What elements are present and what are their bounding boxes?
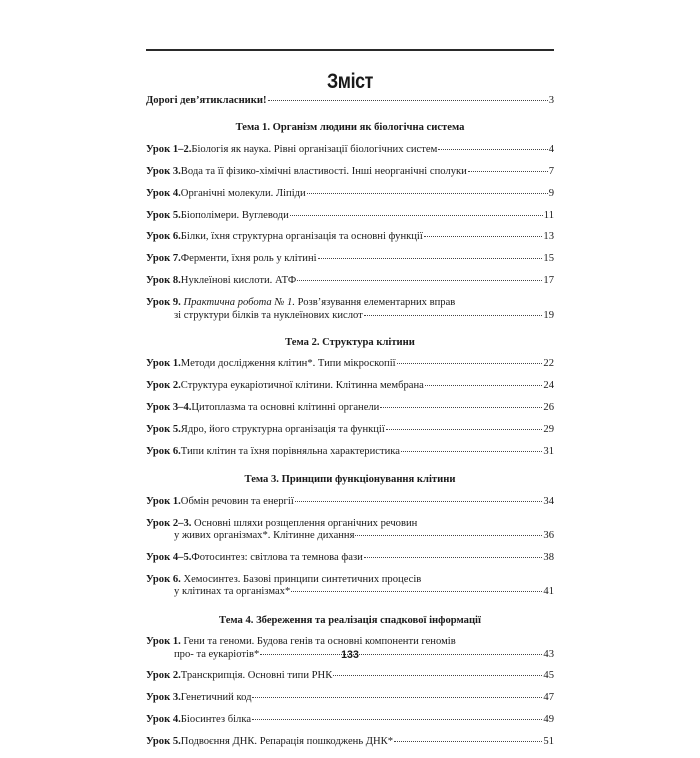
toc-lesson-entry[interactable]: [146, 166, 554, 178]
lesson-title: Цитоплазма та основні клітинні органели: [191, 402, 380, 414]
page-ref: 9: [548, 187, 554, 199]
lesson-label: Урок 2–3.: [146, 517, 192, 529]
lesson-title: Структура еукаріотичної клітини. Клітинна мембрана: [180, 380, 424, 392]
lesson-label: Урок 1.: [146, 636, 181, 648]
lesson-title: Фотосинтез: світлова та темнова фази: [191, 552, 363, 564]
dot-leader: [394, 741, 542, 742]
page-ref: 7: [548, 165, 554, 177]
page-ref: 34: [543, 495, 554, 507]
page-ref: 4: [548, 143, 554, 155]
page-number: 133: [341, 649, 359, 661]
dot-leader: [252, 719, 542, 720]
page-ref: 13: [543, 231, 554, 243]
toc-lesson-entry[interactable]: [146, 188, 554, 200]
lesson-title: Обмін речовин та енергії: [180, 495, 294, 507]
page-ref: 31: [543, 446, 554, 457]
toc-lesson-entry[interactable]: [146, 144, 554, 156]
lesson-title-continued: у клітинах та організмах*: [174, 586, 291, 598]
page-ref: 11: [543, 209, 554, 221]
theme-heading: Тема 3. Принципи функціонування клітини: [244, 474, 456, 486]
toc-lesson-entry[interactable]: [146, 574, 554, 599]
page-ref: 43: [543, 648, 554, 660]
dot-leader: [401, 451, 542, 452]
lesson-title: Вода та її фізико-хімічні властивості. Інші неорганічні сполуки: [180, 165, 467, 177]
page-ref: 22: [543, 358, 554, 370]
theme-heading: Тема 4. Збереження та реалізація спадкової інформації: [219, 614, 481, 626]
lesson-label: Урок 3–4.: [146, 402, 192, 414]
lesson-title-continued: зі структури білків та нуклеїнових кислот: [174, 309, 363, 321]
lesson-title: Біосинтез білка: [180, 714, 252, 726]
lesson-label: Урок 9.: [146, 297, 181, 309]
page-ref: 41: [543, 586, 554, 598]
page-ref: 38: [543, 552, 554, 564]
toc-lesson-entry[interactable]: [146, 446, 554, 458]
toc-lesson-entry[interactable]: [146, 736, 554, 748]
lesson-title-continued: у живих організмах*. Клітинне дихання: [174, 530, 355, 542]
lesson-label: Урок 1.: [146, 495, 181, 507]
toc-lesson-entry[interactable]: [146, 518, 554, 543]
lesson-title: Транскрипція. Основні типи РНК: [180, 670, 333, 682]
toc-lesson-entry[interactable]: [146, 297, 554, 322]
lesson-title: Генетичний код: [180, 692, 252, 704]
lesson-label: Урок 5.: [146, 424, 181, 436]
dot-leader: [318, 258, 543, 259]
lesson-title: Методи дослідження клітин*. Типи мікроскопії: [180, 358, 396, 370]
lesson-label: Урок 1–2.: [146, 143, 192, 155]
lesson-label: Урок 6.: [146, 446, 181, 457]
page-ref: 45: [543, 670, 554, 682]
toc-lesson-entry[interactable]: [146, 714, 554, 726]
lesson-title-continued: про- та еукаріотів*: [174, 648, 260, 660]
lesson-label: Урок 6.: [146, 573, 181, 585]
header-rule: [146, 49, 554, 51]
page-ref: 15: [543, 253, 554, 265]
lesson-title: Гени та геноми. Будова генів та основні компоненти геномів: [183, 636, 456, 648]
lesson-label: Урок 4.: [146, 187, 181, 199]
page-ref: 26: [543, 402, 554, 414]
lesson-label: Урок 3.: [146, 165, 181, 177]
lesson-label: Урок 7.: [146, 253, 181, 265]
toc-lesson-entry[interactable]: [146, 210, 554, 222]
lesson-title: Типи клітин та їхня порівняльна характеристика: [180, 446, 400, 457]
dot-leader: [425, 385, 543, 386]
dot-leader: [290, 215, 543, 216]
dot-leader: [307, 193, 548, 194]
page-ref: 19: [543, 309, 554, 321]
page-ref: 3: [548, 95, 554, 106]
lesson-label: Урок 8.: [146, 275, 181, 287]
toc-intro-row[interactable]: [146, 95, 554, 107]
lesson-label: Урок 4.: [146, 714, 181, 726]
page-ref: 36: [543, 530, 554, 542]
lesson-title: Хемосинтез. Базові принципи синтетичних процесів: [183, 573, 422, 585]
toc-lesson-entry[interactable]: [146, 358, 554, 370]
toc-lesson-entry[interactable]: [146, 231, 554, 243]
lesson-label: Урок 2.: [146, 380, 181, 392]
lesson-title: Білки, їхня структурна організація та основні функції: [180, 231, 423, 243]
toc-lesson-entry[interactable]: [146, 670, 554, 682]
lesson-title: Ферменти, їхня роль у клітині: [180, 253, 317, 265]
dot-leader: [424, 236, 543, 237]
lesson-title: Нуклеїнові кислоти. АТФ: [180, 275, 297, 287]
page-ref: 47: [543, 692, 554, 704]
toc-lesson-entry[interactable]: [146, 496, 554, 508]
lesson-label: Урок 6.: [146, 231, 181, 243]
page-ref: 17: [543, 275, 554, 287]
lesson-label: Урок 1.: [146, 358, 181, 370]
toc-lesson-entry[interactable]: [146, 692, 554, 704]
page-ref: 24: [543, 380, 554, 392]
lesson-title: Органічні молекули. Ліпіди: [180, 187, 306, 199]
dot-leader: [291, 591, 542, 592]
toc-lesson-entry[interactable]: [146, 552, 554, 564]
dot-leader: [438, 149, 547, 150]
theme-heading: Тема 2. Структура клітини: [285, 336, 415, 348]
lesson-title: Біологія як наука. Рівні організації біологічних систем: [191, 143, 438, 155]
dot-leader: [297, 280, 542, 281]
lesson-italic-note: Практична робота № 1.: [183, 297, 295, 309]
lesson-title: Біополімери. Вуглеводи: [180, 209, 289, 221]
dot-leader: [397, 363, 543, 364]
dot-leader: [468, 171, 548, 172]
lesson-title: Ядро, його структурна організація та функції: [180, 424, 385, 436]
toc-lesson-entry[interactable]: [146, 275, 554, 287]
lesson-label: Урок 2.: [146, 670, 181, 682]
lesson-label: Урок 5.: [146, 209, 181, 221]
toc-lesson-entry[interactable]: [146, 424, 554, 436]
lesson-label: Урок 5.: [146, 736, 181, 748]
dot-leader: [386, 429, 543, 430]
page-ref: 51: [543, 736, 554, 748]
dot-leader: [268, 100, 548, 101]
intro-text: Дорогі дев’ятикласники!: [146, 95, 267, 106]
dot-leader: [333, 675, 542, 676]
lesson-label: Урок 3.: [146, 692, 181, 704]
toc-lesson-entry[interactable]: [146, 253, 554, 265]
page-ref: 29: [543, 424, 554, 436]
lesson-title: Подвоєння ДНК. Репарація пошкоджень ДНК*: [180, 736, 394, 748]
dot-leader: [380, 407, 542, 408]
theme-heading: Тема 1. Організм людини як біологічна система: [235, 122, 465, 134]
lesson-label: Урок 4–5.: [146, 552, 192, 564]
dot-leader: [364, 315, 543, 316]
lesson-title: Основні шляхи розщеплення органічних речовин: [194, 517, 418, 529]
page-title: Зміст: [327, 70, 373, 93]
dot-leader: [252, 697, 542, 698]
toc-lesson-entry[interactable]: [146, 380, 554, 392]
dot-leader: [364, 557, 543, 558]
lesson-title: Розв’язування елементарних вправ: [297, 297, 456, 309]
page-ref: 49: [543, 714, 554, 726]
toc-lesson-entry[interactable]: [146, 402, 554, 414]
dot-leader: [355, 535, 542, 536]
dot-leader: [295, 501, 543, 502]
